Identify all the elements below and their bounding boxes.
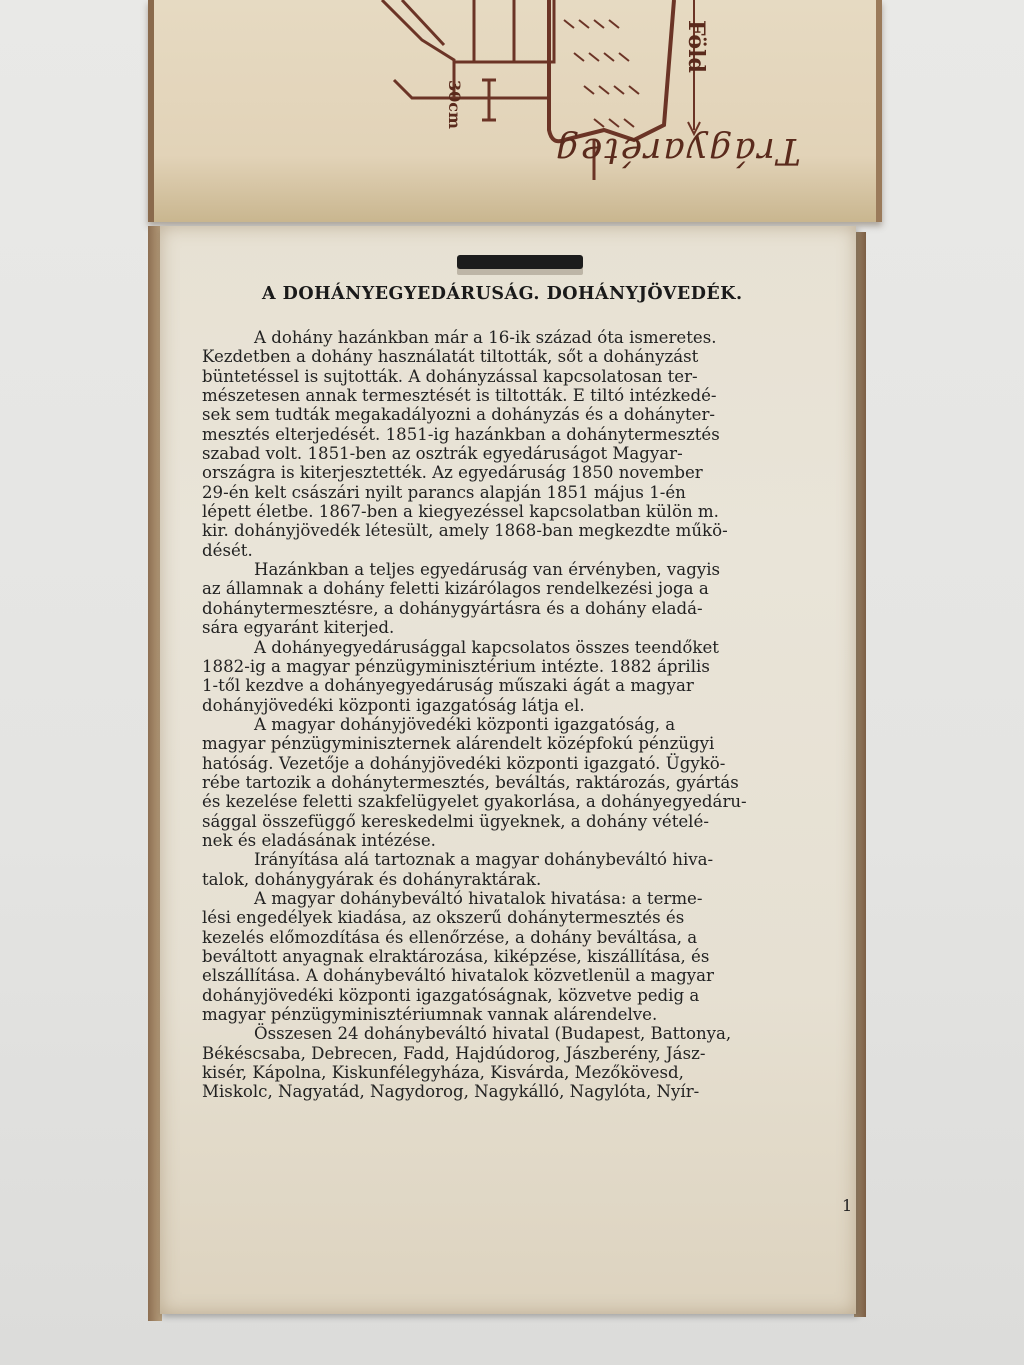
text-line: és kezelése feletti szakfelügyelet gyakorlása, a dohányegyedáru-	[202, 792, 747, 812]
text-line: 29-én kelt császári nyilt parancs alapján 1851 május 1-én	[202, 482, 686, 502]
dimension-label: 30cm	[445, 80, 464, 129]
text-line: mesztés elterjedését. 1851-ig hazánkban a dohánytermesztés	[202, 424, 720, 444]
body-text	[202, 328, 850, 1102]
soil-layer-drawing	[154, 0, 876, 222]
text-line: A magyar dohányjövedéki központi igazgatóság, a	[254, 714, 676, 734]
text-line: Irányítása alá tartoznak a magyar dohánybeváltó hiva-	[254, 850, 714, 870]
text-line: dohánytermesztésre, a dohánygyártásra és a dohány eladá-	[202, 598, 703, 618]
page-heading: A DOHÁNYEGYEDÁRUSÁG. DOHÁNYJÖVEDÉK.	[262, 284, 743, 304]
text-line: büntetéssel is sujtották. A dohányzással kapcsolatosan ter-	[202, 366, 698, 386]
text-line: szabad volt. 1851-ben az osztrák egyedáruságot Magyar-	[202, 444, 683, 464]
text-line: sek sem tudták megakadályozni a dohányzás és a dohányter-	[202, 405, 716, 425]
text-line: kir. dohányjövedék létesült, amely 1868-ban megkezdte műkö-	[202, 521, 728, 541]
text-line: lési engedélyek kiadása, az okszerű dohánytermesztés és	[202, 908, 685, 928]
label-fold: Föld	[683, 20, 709, 73]
text-line: 1-től kezdve a dohányegyedáruság műszaki ágát a magyar	[202, 676, 694, 696]
text-line: magyar pénzügyminisztériumnak vannak alárendelve.	[202, 1005, 658, 1025]
text-line: kezelés előmozdítása és ellenőrzése, a dohány beváltása, a	[202, 927, 698, 947]
text-line: mészetesen annak termesztését is tiltották. E tiltó intézkedé-	[202, 386, 717, 406]
text-line: sára egyaránt kiterjed.	[202, 618, 395, 638]
text-line: nek és eladásának intézése.	[202, 830, 436, 850]
text-line: beváltott anyagnak elraktározása, kiképzése, kiszállítása, és	[202, 947, 710, 966]
text-line: Békéscsaba, Debrecen, Fadd, Hajdúdorog, Jászberény, Jász-	[202, 1043, 706, 1063]
text-line: kisér, Kápolna, Kiskunfélegyháza, Kisvárda, Mezőkövesd,	[202, 1063, 684, 1083]
text-line: dohányjövedéki központi igazgatóságnak, közvetve pedig a	[202, 985, 700, 1005]
text-line: A dohány hazánkban már a 16-ik század óta ismeretes.	[254, 328, 717, 347]
top-page-illustration	[148, 0, 882, 222]
text-line: A dohányegyedárusággal kapcsolatos összes teendőket	[254, 637, 719, 657]
staple	[457, 255, 583, 269]
text-line: dését.	[202, 540, 253, 560]
text-line: hatóság. Vezetője a dohányjövedéki központi igazgató. Ügykö-	[202, 753, 726, 773]
text-line: Miskolc, Nagyatád, Nagydorog, Nagykálló, Nagylóta, Nyír-	[202, 1082, 700, 1102]
text-line: lépett életbe. 1867-ben a kiegyezéssel kapcsolatban külön m.	[202, 502, 719, 522]
text-line: talok, dohánygyárak és dohányraktárak.	[202, 869, 542, 889]
text-line: magyar pénzügyminiszternek alárendelt középfokú pénzügyi	[202, 734, 715, 754]
text-line: rébe tartozik a dohánytermesztés, beváltás, raktározás, gyártás	[202, 772, 739, 792]
text-line: dohányjövedéki központi igazgatóság látja el.	[202, 695, 585, 715]
label-tragyareteg: Trágyaréteg	[554, 130, 801, 171]
text-line: az államnak a dohány feletti kizárólagos rendelkezési joga a	[202, 579, 709, 599]
page-number: 1	[842, 1196, 853, 1215]
text-line: Hazánkban a teljes egyedáruság van érvényben, vagyis	[254, 560, 721, 580]
text-line: Kezdetben a dohány használatát tiltották, sőt a dohányzást	[202, 347, 699, 367]
text-line: A magyar dohánybeváltó hivatalok hivatása: a terme-	[254, 888, 703, 908]
text-line: Összesen 24 dohánybeváltó hivatal (Budapest, Battonya,	[254, 1024, 732, 1044]
text-line: sággal összefüggő kereskedelmi ügyeknek, a dohány vételé-	[202, 811, 709, 831]
text-line: elszállítása. A dohánybeváltó hivatalok közvetlenül a magyar	[202, 966, 714, 986]
text-line: országra is kiterjesztették. Az egyedáruság 1850 november	[202, 463, 703, 483]
text-line: 1882-ig a magyar pénzügyminisztérium intézte. 1882 április	[202, 656, 710, 676]
